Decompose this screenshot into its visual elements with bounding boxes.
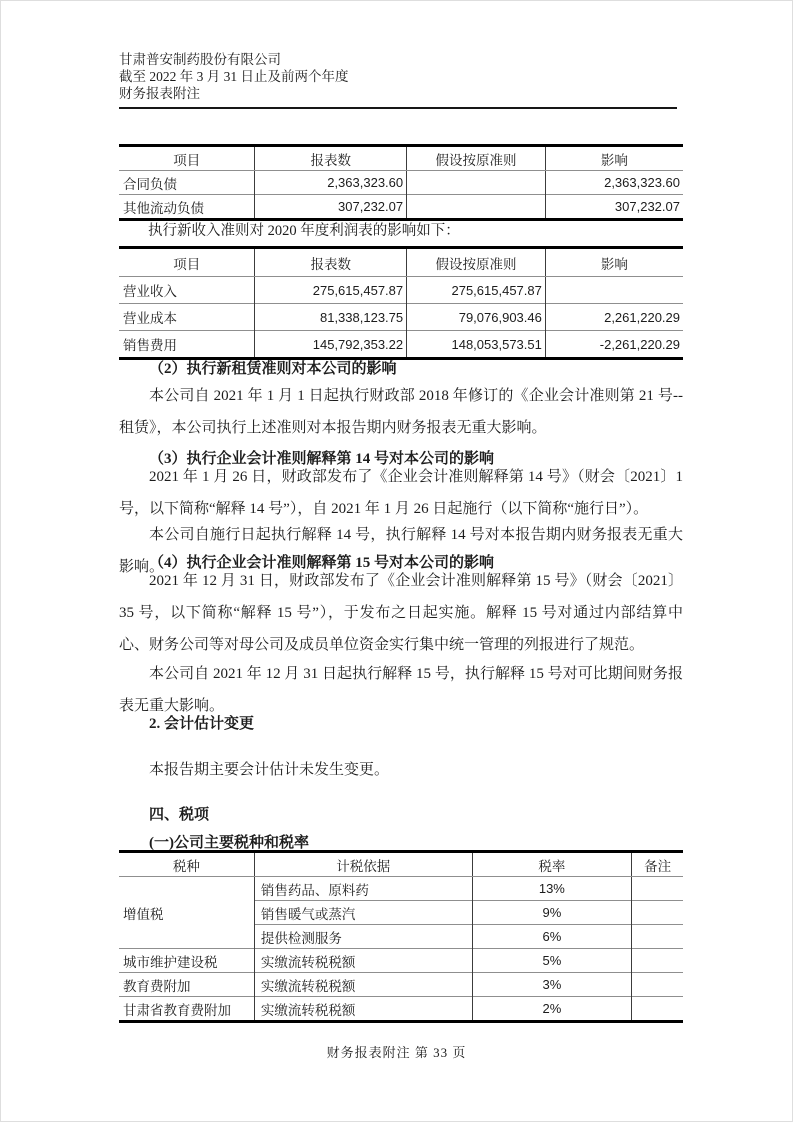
- table-row: [119, 973, 683, 997]
- reported-cell: 2,363,323.60: [255, 171, 407, 195]
- impact-cell: -2,261,220.29: [545, 331, 683, 359]
- tax-subsection-heading: (一)公司主要税种和税率: [149, 835, 309, 851]
- item-cell: 其他流动负债: [119, 195, 255, 220]
- original-cell: 79,076,903.46: [407, 304, 546, 331]
- column-header-impact: 影响: [545, 248, 683, 277]
- note-cell: [632, 925, 683, 949]
- tax-rate-cell: 2%: [472, 997, 632, 1022]
- section-4-paragraph-1: 2021 年 12 月 31 日，财政部发布了《企业会计准则解释第 15 号》（财会〔2021〕35 号，以下简称“解释 15 号”），于发布之日起实施。解释 15 号对通过内部结算中心、财务公司等对母公司及成员单位资金实行集中统一管理的列报进行了规范。: [119, 573, 683, 653]
- section-3-paragraph-1: 2021 年 1 月 26 日，财政部发布了《企业会计准则解释第 14 号》（财会〔2021〕1 号，以下简称“解释 14 号”），自 2021 年 1 月 26 日起施行（以下简称“施行日”）。: [119, 469, 683, 517]
- estimate-change-heading: 2. 会计估计变更: [149, 716, 255, 732]
- tax-type-cell: 甘肃省教育费附加: [119, 997, 254, 1022]
- note-cell: [632, 901, 683, 925]
- tax-rate-cell: 6%: [472, 925, 632, 949]
- tax-rate-table: [119, 850, 683, 1023]
- original-cell: [407, 171, 546, 195]
- impact-cell: 307,232.07: [545, 195, 683, 220]
- reported-cell: 81,338,123.75: [255, 304, 407, 331]
- income-impact-table: [119, 246, 683, 360]
- tax-section-heading: 四、税项: [149, 807, 210, 823]
- document-header: [119, 51, 683, 109]
- company-name: 甘肃普安制药股份有限公司: [119, 52, 281, 67]
- table-header-row: [119, 146, 683, 171]
- column-header-reported: 报表数: [255, 146, 407, 171]
- impact-cell: 2,261,220.29: [545, 304, 683, 331]
- header-divider: [119, 107, 677, 109]
- section-4-heading: （4）执行企业会计准则解释第 15 号对本公司的影响: [149, 555, 495, 571]
- column-header-item: 项目: [119, 146, 255, 171]
- original-cell: [407, 195, 546, 220]
- tax-rate-cell: 3%: [472, 973, 632, 997]
- tax-basis-cell: 销售暖气或蒸汽: [254, 901, 472, 925]
- column-header-original: 假设按原准则: [407, 248, 546, 277]
- estimate-change-paragraph: 本报告期主要会计估计未发生变更。: [149, 762, 390, 778]
- column-header-note: 备注: [632, 852, 683, 877]
- column-header-impact: 影响: [545, 146, 683, 171]
- column-header-tax-type: 税种: [119, 852, 254, 877]
- report-period: 截至 2022 年 3 月 31 日止及前两个年度: [119, 69, 349, 84]
- balance-impact-table: [119, 144, 683, 221]
- income-impact-intro: 执行新收入准则对 2020 年度利润表的影响如下：: [148, 223, 460, 239]
- reported-cell: 275,615,457.87: [255, 277, 407, 304]
- impact-cell: [545, 277, 683, 304]
- section-2-heading: （2）执行新租赁准则对本公司的影响: [149, 361, 397, 377]
- section-3-paragraph-2: 本公司自施行日起执行解释 14 号，执行解释 14 号对本报告期内财务报表无重大影响。: [119, 527, 683, 575]
- column-header-reported: 报表数: [255, 248, 407, 277]
- tax-type-cell: 教育费附加: [119, 973, 254, 997]
- note-cell: [632, 949, 683, 973]
- section-4-paragraph-2: 本公司自 2021 年 12 月 31 日起执行解释 15 号，执行解释 15 号对可比期间财务报表无重大影响。: [119, 666, 683, 714]
- impact-cell: 2,363,323.60: [545, 171, 683, 195]
- tax-rate-cell: 5%: [472, 949, 632, 973]
- tax-rate-cell: 13%: [472, 877, 632, 901]
- column-header-tax-rate: 税率: [472, 852, 632, 877]
- column-header-tax-basis: 计税依据: [254, 852, 472, 877]
- item-cell: 合同负债: [119, 171, 255, 195]
- table-row: [119, 997, 683, 1022]
- tax-basis-cell: 提供检测服务: [254, 925, 472, 949]
- table-row: [119, 877, 683, 901]
- table-row: [119, 171, 683, 195]
- tax-rate-cell: 9%: [472, 901, 632, 925]
- table-row: [119, 277, 683, 304]
- table-row: [119, 195, 683, 220]
- column-header-original: 假设按原准则: [407, 146, 546, 171]
- table-header-row: [119, 248, 683, 277]
- item-cell: 营业收入: [119, 277, 255, 304]
- tax-type-cell: 增值税: [119, 877, 254, 949]
- tax-type-cell: 城市维护建设税: [119, 949, 254, 973]
- section-2-paragraph: 本公司自 2021 年 1 月 1 日起执行财政部 2018 年修订的《企业会计准则第 21 号--租赁》，本公司执行上述准则对本报告期内财务报表无重大影响。: [119, 388, 683, 436]
- item-cell: 销售费用: [119, 331, 255, 359]
- tax-basis-cell: 销售药品、原料药: [254, 877, 472, 901]
- column-header-item: 项目: [119, 248, 255, 277]
- table-row: [119, 331, 683, 359]
- note-cell: [632, 973, 683, 997]
- note-cell: [632, 997, 683, 1022]
- tax-basis-cell: 实缴流转税税额: [254, 973, 472, 997]
- reported-cell: 307,232.07: [255, 195, 407, 220]
- tax-basis-cell: 实缴流转税税额: [254, 997, 472, 1022]
- reported-cell: 145,792,353.22: [255, 331, 407, 359]
- table-header-row: [119, 852, 683, 877]
- page-footer: 财务报表附注 第 33 页: [326, 1045, 467, 1060]
- note-cell: [632, 877, 683, 901]
- item-cell: 营业成本: [119, 304, 255, 331]
- original-cell: 148,053,573.51: [407, 331, 546, 359]
- section-3-heading: （3）执行企业会计准则解释第 14 号对本公司的影响: [149, 451, 495, 467]
- table-row: [119, 949, 683, 973]
- table-row: [119, 304, 683, 331]
- tax-basis-cell: 实缴流转税税额: [254, 949, 472, 973]
- document-title: 财务报表附注: [119, 86, 200, 101]
- original-cell: 275,615,457.87: [407, 277, 546, 304]
